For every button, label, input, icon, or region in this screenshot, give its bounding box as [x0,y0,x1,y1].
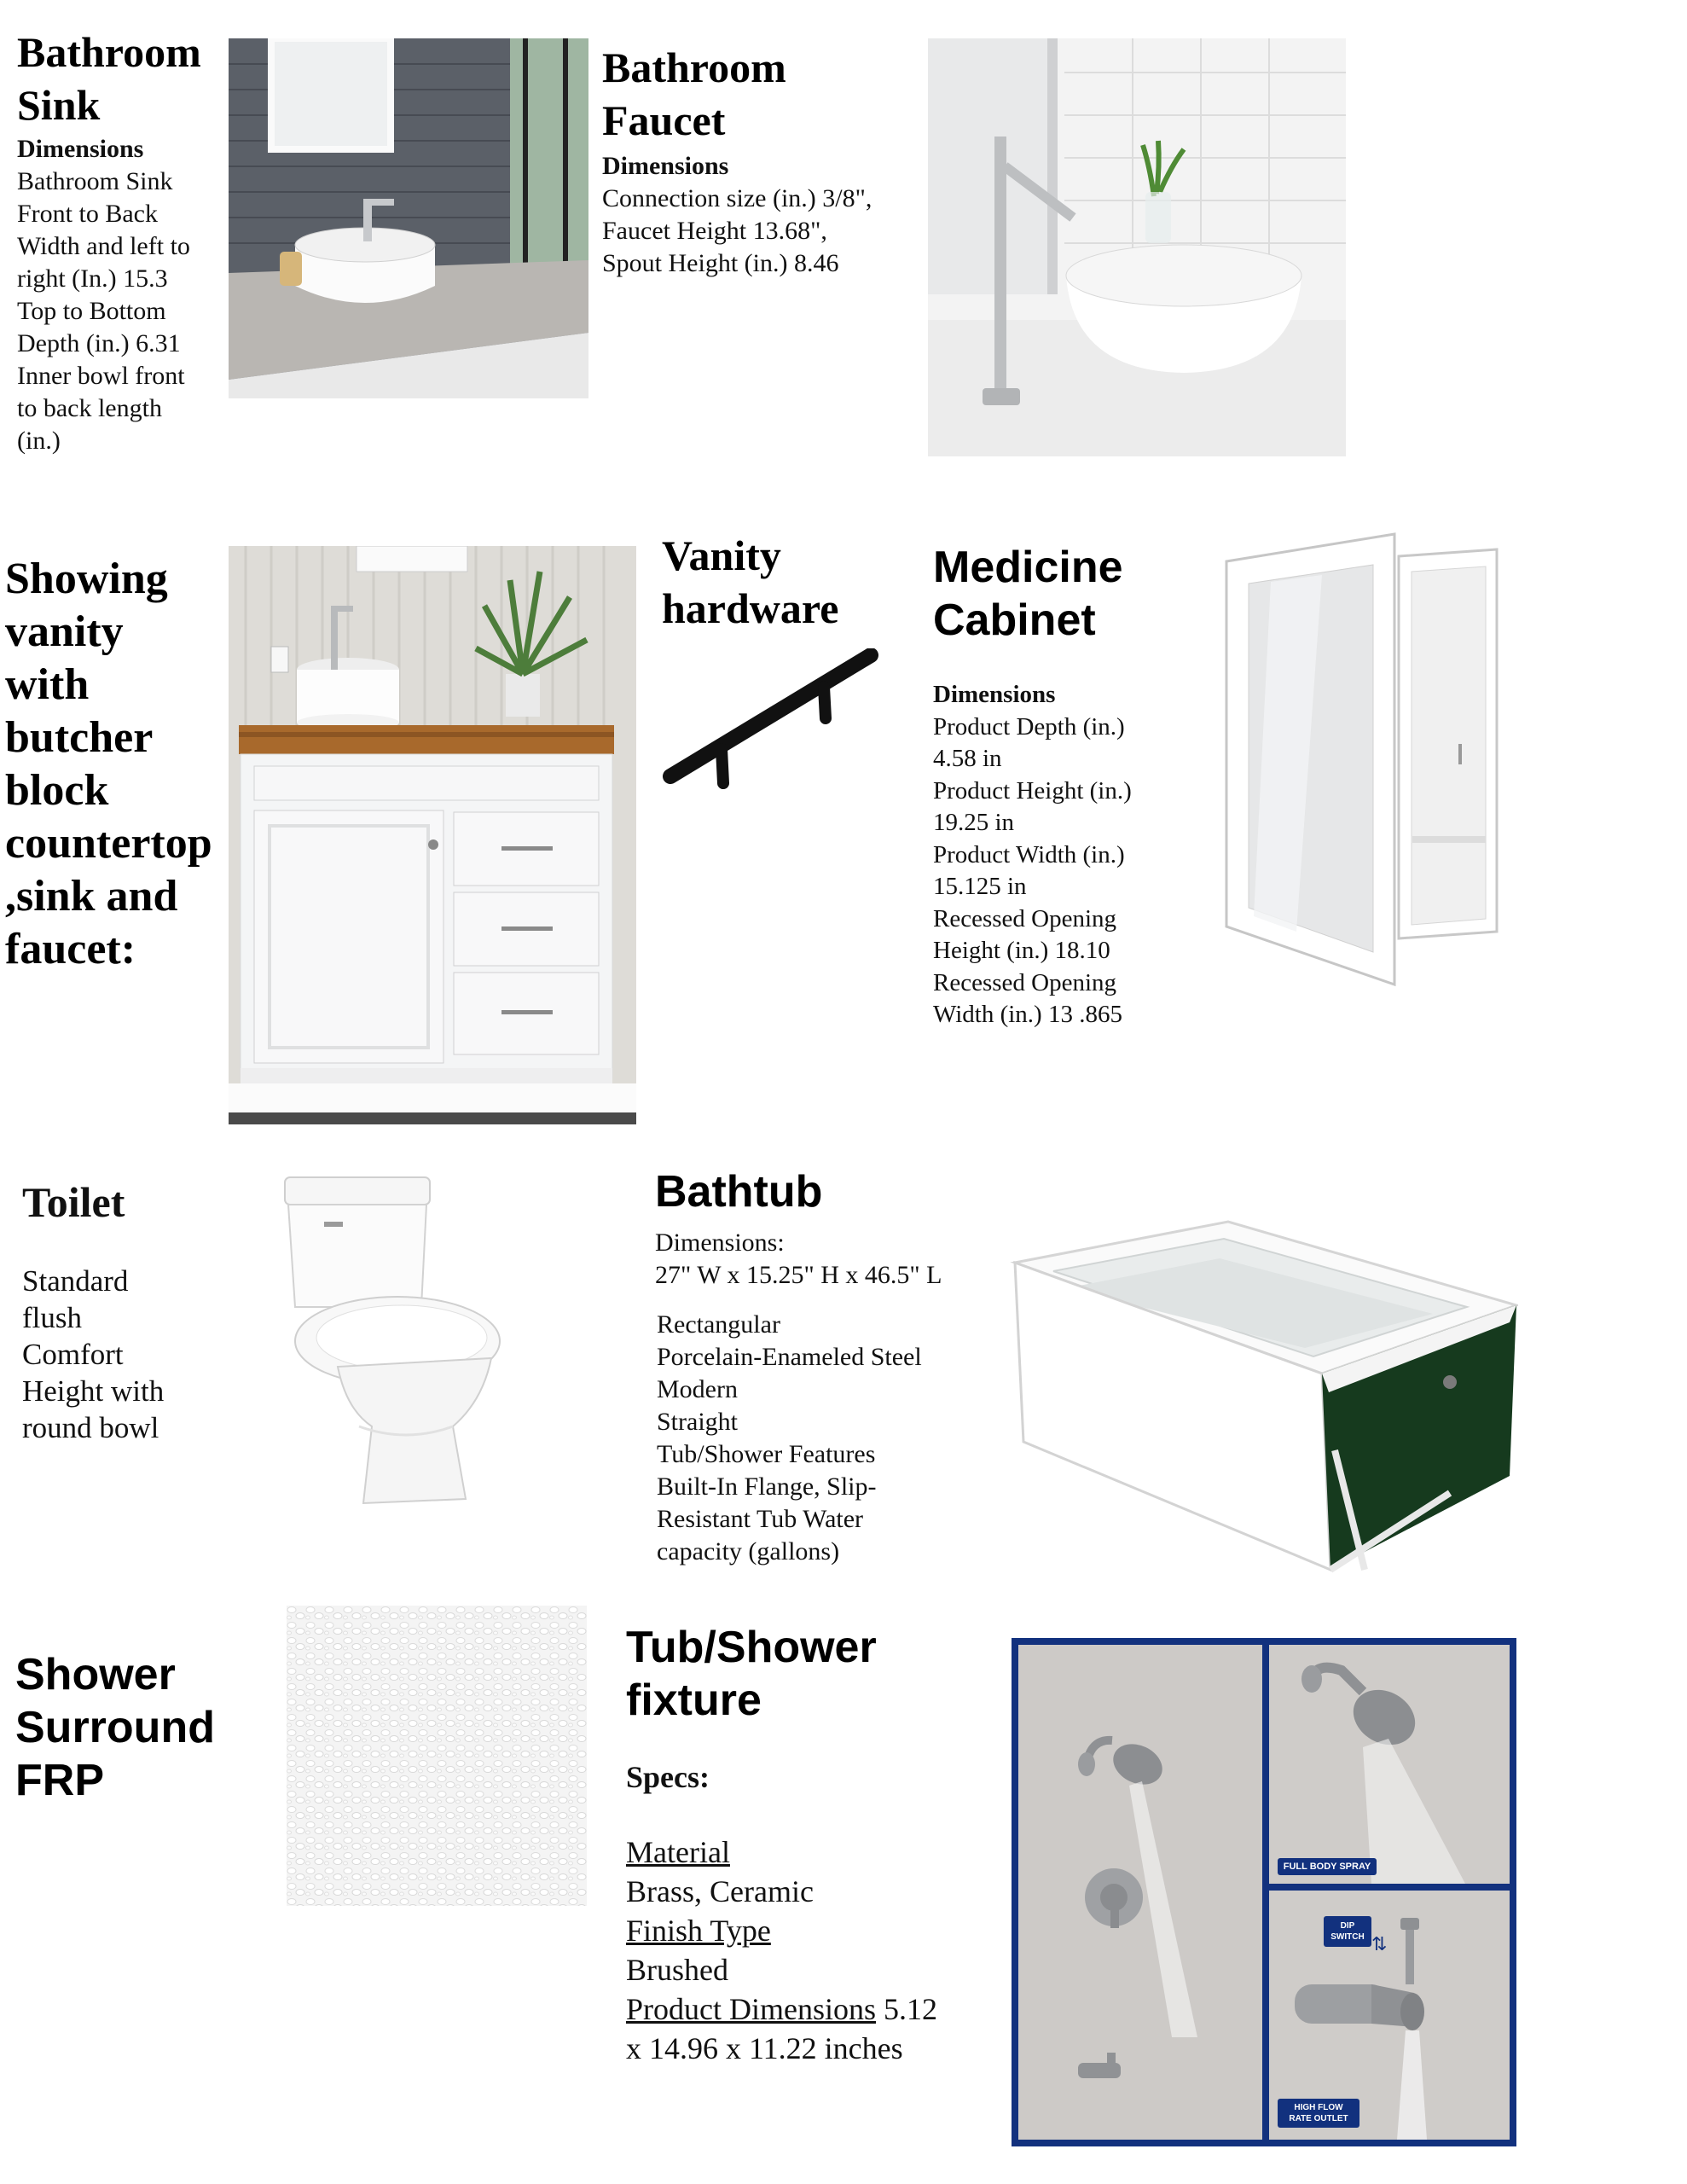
full-body-spray-badge: FULL BODY SPRAY [1278,1858,1377,1875]
high-flow-badge: HIGH FLOW RATE OUTLET [1278,2099,1359,2128]
vanity-title: Showing vanity with butcher block countertop ,sink and faucet: [5,555,212,973]
spout-panel [1269,1891,1510,2140]
finish-value: Brushed [626,1953,728,1987]
bathtub-photo [1006,1211,1518,1587]
sink-specs: Dimensions Bathroom Sink Front to Back Width and left to right (In.) 15.3 Top to Bottom Depth (in.) 6.31 Inner bowl front to back length (in.) [17,135,190,455]
dimensions-value: 5.12 [876,1992,937,2026]
fixture-title: Tub/Shower fixture [626,1623,877,1725]
bathtub-specs: Rectangular Porcelain-Enameled Steel Modern Straight Tub/Shower Features Built-In Flange, Slip- Resistant Tub Water capacity (gallons) [657,1310,922,1565]
toilet-title: Toilet [22,1178,125,1226]
sink-photo [229,38,588,398]
sink-dims-label: Dimensions [17,135,144,163]
frp-texture-swatch [287,1606,587,1906]
dip-switch-badge: DIP SWITCH [1324,1916,1371,1947]
medicine-cabinet-dims-label: Dimensions [933,681,1056,708]
bathtub-dims: Dimensions: 27" W x 15.25" H x 46.5" L [655,1228,942,1289]
finish-label: Finish Type [626,1914,771,1948]
faucet-dims-label: Dimensions [602,152,729,180]
fixture-specs-label: Specs: [626,1760,710,1794]
svg-text:⇅: ⇅ [1371,1933,1388,1955]
faucet-photo [928,38,1346,456]
bathtub-title: Bathtub [655,1167,823,1217]
faucet-specs: Dimensions Connection size (in.) 3/8", Faucet Height 13.68", Spout Height (in.) 8.46 [602,152,872,277]
toilet-specs: Standard flush Comfort Height with round bowl [22,1264,165,1444]
sink-title: Bathroom Sink [17,28,201,129]
hardware-photo [662,648,884,793]
dimensions-label: Product Dimensions [626,1992,876,2026]
toilet-photo [278,1170,508,1512]
hardware-title: Vanity hardware [662,531,839,632]
fixture-photo-panel [1012,1638,1516,2146]
dimensions-value-cont: x 14.96 x 11.22 inches [626,2031,903,2065]
material-label: Material [626,1835,730,1869]
material-value: Brass, Ceramic [626,1874,814,1908]
shower-wall-panel [1018,1645,1262,2140]
shower-surround-title: Shower Surround FRP [15,1650,215,1805]
medicine-cabinet-photo [1220,531,1501,988]
full-body-spray-panel [1269,1645,1510,1884]
faucet-title: Bathroom Faucet [602,44,786,144]
medicine-cabinet-specs: Dimensions Product Depth (in.) 4.58 in Product Height (in.) 19.25 in Product Width (in.) 15.125 in Recessed Opening Height (in.) 18.10 Recessed Opening Width (in.) 13 .865 [933,681,1132,1028]
medicine-cabinet-title: Medicine Cabinet [933,543,1123,645]
vanity-photo [229,546,636,1124]
fixture-specs [626,1833,937,2068]
